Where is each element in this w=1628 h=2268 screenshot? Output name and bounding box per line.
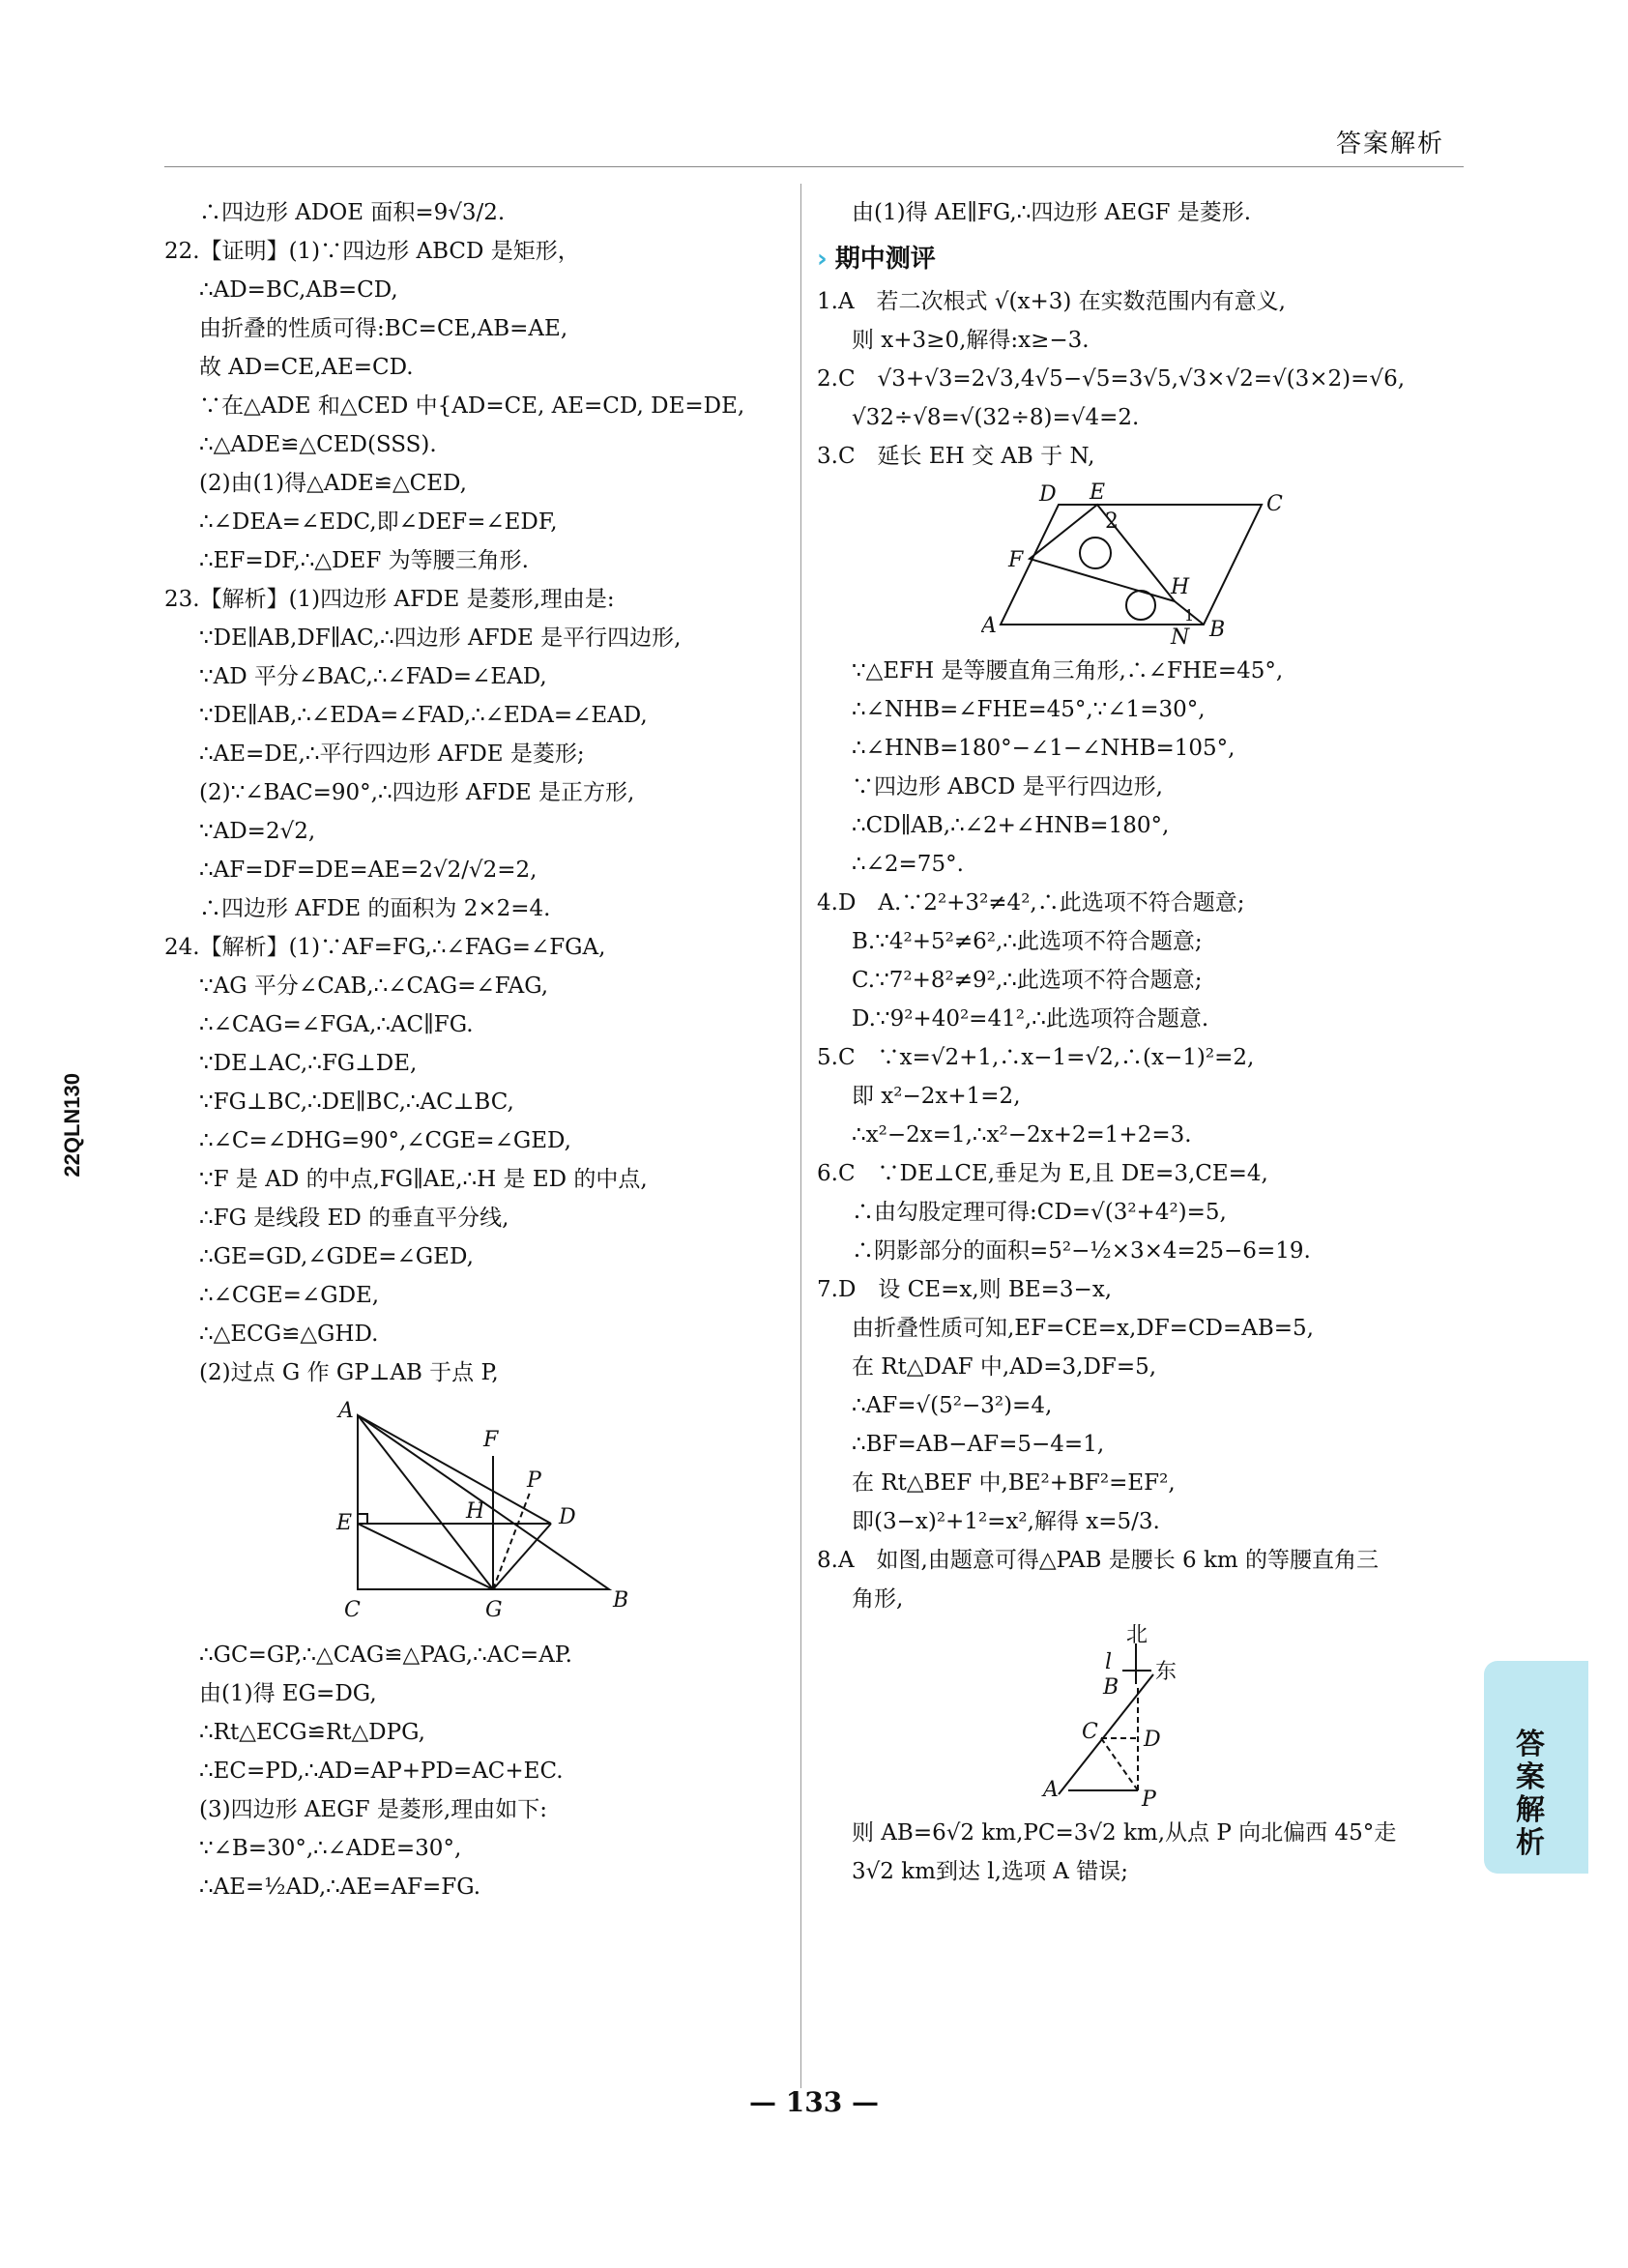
fig-label: C [344, 1598, 361, 1622]
fig-label: C [1266, 492, 1283, 516]
text-line: 22.【证明】(1)∵四边形 ABCD 是矩形， [164, 239, 580, 264]
text-line: ∵∠B=30°,∴∠ADE=30°, [199, 1836, 462, 1861]
fig-label: D [559, 1505, 576, 1529]
chevron-right-icon: › [817, 245, 828, 274]
text-line: B.∵4²+5²≠6²,∴此选项不符合题意; [852, 929, 1203, 954]
text-line: ∴AF=DF=DE=AE=2√2/√2=2, [199, 858, 538, 883]
header-rule [164, 166, 1464, 167]
text-line: ∴∠NHB=∠FHE=45°,∵∠1=30°, [852, 697, 1206, 722]
side-tab-label: 答案解析 [1516, 1728, 1545, 1860]
text-line: ∴∠CGE=∠GDE, [199, 1283, 380, 1308]
page-header: 答案解析 [1335, 130, 1444, 159]
text-line: (2)过点 G 作 GP⊥AB 于点 P, [199, 1360, 499, 1385]
text-line: ∴CD∥AB,∴∠2+∠HNB=180°, [852, 813, 1170, 838]
fig-label: H [466, 1499, 485, 1524]
text-line: ∴AF=√(5²−3²)=4, [852, 1393, 1053, 1418]
fig-label: l [1105, 1650, 1113, 1674]
fig-label: H [1171, 575, 1190, 599]
text-line: ∵在△ADE 和△CED 中{AD=CE, AE=CD, DE=DE, [199, 393, 745, 419]
text-line: ∵四边形 ABCD 是平行四边形, [852, 774, 1163, 800]
text-line: ∴x²−2x=1,∴x²−2x+2=1+2=3. [852, 1122, 1192, 1148]
text-line: 5.C ∵x=√2+1,∴x−1=√2,∴(x−1)²=2, [817, 1045, 1255, 1070]
text-line: 7.D 设 CE=x,则 BE=3−x, [817, 1277, 1113, 1302]
fig-label: 北 [1126, 1624, 1148, 1647]
text-line: 2.C √3+√3=2√3,4√5−√5=3√5,√3×√2=√(3×2)=√6, [817, 366, 1406, 392]
text-line: 由(1)得 AE∥FG,∴四边形 AEGF 是菱形. [852, 200, 1252, 225]
text-line: 4.D A.∵2²+3²≠4²,∴此选项不符合题意; [817, 890, 1245, 916]
text-line: C.∵7²+8²≠9²,∴此选项不符合题意; [852, 968, 1203, 993]
text-line: 在 Rt△DAF 中,AD=3,DF=5, [852, 1354, 1157, 1380]
text-line: ∴阴影部分的面积=5²−½×3×4=25−6=19. [852, 1238, 1311, 1264]
fig-label: 2 [1105, 509, 1119, 534]
text-line: (2)由(1)得△ADE≌△CED, [199, 471, 467, 496]
text-line: ∴∠HNB=180°−∠1−∠NHB=105°, [852, 736, 1236, 761]
fig-label: A [981, 614, 997, 638]
text-line: 24.【解析】(1)∵AF=FG,∴∠FAG=∠FGA, [164, 935, 606, 960]
left-column [164, 193, 783, 1906]
fig-label: A [338, 1399, 354, 1423]
fig-label: D [1039, 482, 1057, 507]
book-code: 22QLN130 [60, 1073, 84, 1178]
text-line: ∴∠CAG=∠FGA,∴AC∥FG. [199, 1012, 474, 1037]
text-line: ∴GE=GD,∠GDE=∠GED, [199, 1244, 474, 1269]
text-line: ∵DE∥AB,∴∠EDA=∠FAD,∴∠EDA=∠EAD, [199, 703, 648, 728]
fig-label: F [483, 1428, 499, 1452]
fig-label: B [1103, 1675, 1119, 1700]
column-divider [800, 184, 801, 2088]
text-line: 3√2 km到达 l,选项 A 错误; [852, 1859, 1128, 1884]
figure-triangle-abc [309, 1398, 638, 1630]
text-line: 即(3−x)²+1²=x²,解得 x=5/3. [852, 1509, 1160, 1534]
text-line: ∴AE=DE,∴平行四边形 AFDE 是菱形; [199, 741, 585, 767]
text-line: (2)∵∠BAC=90°,∴四边形 AFDE 是正方形, [199, 780, 635, 805]
text-line: 由折叠的性质可得:BC=CE,AB=AE, [199, 316, 568, 341]
text-line: ∴GC=GP,∴△CAG≌△PAG,∴AC=AP. [199, 1643, 572, 1668]
text-line: ∴EF=DF,∴△DEF 为等腰三角形. [199, 548, 529, 573]
text-line: √32÷√8=√(32÷8)=√4=2. [852, 405, 1140, 430]
fig-label: C [1082, 1720, 1098, 1744]
fig-label: B [1209, 618, 1226, 642]
text-line: ∴∠2=75°. [852, 852, 964, 877]
text-line: 则 x+3≥0,解得:x≥−3. [852, 328, 1090, 353]
text-line: 在 Rt△BEF 中,BE²+BF²=EF², [852, 1470, 1176, 1496]
text-line: ∵FG⊥BC,∴DE∥BC,∴AC⊥BC, [199, 1090, 514, 1115]
fig-label: D [1144, 1728, 1161, 1752]
fig-label: P [1142, 1788, 1156, 1808]
text-line: D.∵9²+40²=41²,∴此选项符合题意. [852, 1006, 1209, 1032]
page-number: — 133 — [749, 2086, 879, 2118]
fig-label: G [485, 1598, 503, 1622]
fig-label: N [1171, 625, 1190, 646]
text-line: ∴EC=PD,∴AD=AP+PD=AC+EC. [199, 1759, 564, 1784]
text-line: ∴△ECG≌△GHD. [199, 1322, 379, 1347]
text-line: 3.C 延长 EH 交 AB 于 N, [817, 444, 1095, 469]
text-line: ∴四边形 ADOE 面积=9√3/2. [199, 200, 506, 225]
text-line: ∴AD=BC,AB=CD, [199, 277, 398, 303]
fig-label: E [1090, 481, 1106, 505]
text-line: 则 AB=6√2 km,PC=3√2 km,从点 P 向北偏西 45°走 [852, 1820, 1397, 1846]
text-line: ∴BF=AB−AF=5−4=1, [852, 1432, 1105, 1457]
text-line: 角形, [852, 1586, 904, 1612]
text-line: (3)四边形 AEGF 是菱形,理由如下: [199, 1797, 547, 1822]
text-line: ∵DE⊥AC,∴FG⊥DE, [199, 1051, 418, 1076]
text-line: ∴△ADE≌△CED(SSS). [199, 432, 437, 457]
text-line: 1.A 若二次根式 √(x+3) 在实数范围内有意义, [817, 289, 1286, 314]
text-line: ∴∠C=∠DHG=90°,∠CGE=∠GED, [199, 1128, 571, 1153]
text-line: 8.A 如图,由题意可得△PAB 是腰长 6 km 的等腰直角三 [817, 1548, 1380, 1573]
text-line: ∵△EFH 是等腰直角三角形,∴∠FHE=45°, [852, 658, 1284, 683]
text-line: 23.【解析】(1)四边形 AFDE 是菱形,理由是: [164, 587, 615, 612]
text-line: 故 AD=CE,AE=CD. [199, 355, 414, 380]
fig-label: B [613, 1588, 629, 1613]
fig-label: F [1008, 548, 1024, 572]
text-line: ∵F 是 AD 的中点,FG∥AE,∴H 是 ED 的中点, [199, 1167, 648, 1192]
text-line: ∴由勾股定理可得:CD=√(3²+4²)=5, [852, 1200, 1227, 1225]
text-line: ∵AG 平分∠CAB,∴∠CAG=∠FAG, [199, 974, 549, 999]
text-line: 即 x²−2x+1=2, [852, 1084, 1021, 1109]
text-line: ∴AE=½AD,∴AE=AF=FG. [199, 1875, 481, 1900]
text-line: ∵AD 平分∠BAC,∴∠FAD=∠EAD, [199, 664, 547, 689]
fig-label: 东 [1155, 1660, 1177, 1684]
fig-label: A [1043, 1778, 1059, 1802]
fig-label: P [527, 1468, 541, 1493]
right-column [817, 193, 1455, 1891]
text-line: ∵AD=2√2, [199, 819, 316, 844]
text-line: 由(1)得 EG=DG, [199, 1681, 377, 1706]
text-line: ∴Rt△ECG≌Rt△DPG, [199, 1720, 425, 1745]
text-line: 6.C ∵DE⊥CE,垂足为 E,且 DE=3,CE=4, [817, 1161, 1268, 1186]
side-tab [1484, 1661, 1588, 1874]
text-line: ∴∠DEA=∠EDC,即∠DEF=∠EDF, [199, 509, 558, 535]
text-line: 由折叠性质可知,EF=CE=x,DF=CD=AB=5, [852, 1316, 1314, 1341]
section-title: › 期中测评 [817, 245, 936, 274]
fig-label: E [336, 1511, 353, 1535]
fig-label: 1 [1184, 606, 1195, 625]
text-line: ∵DE∥AB,DF∥AC,∴四边形 AFDE 是平行四边形, [199, 625, 682, 651]
text-line: ∴四边形 AFDE 的面积为 2×2=4. [199, 896, 551, 921]
figure-direction-map [1030, 1624, 1242, 1808]
text-line: ∴FG 是线段 ED 的垂直平分线, [199, 1206, 509, 1231]
figure-parallelogram [981, 481, 1291, 646]
